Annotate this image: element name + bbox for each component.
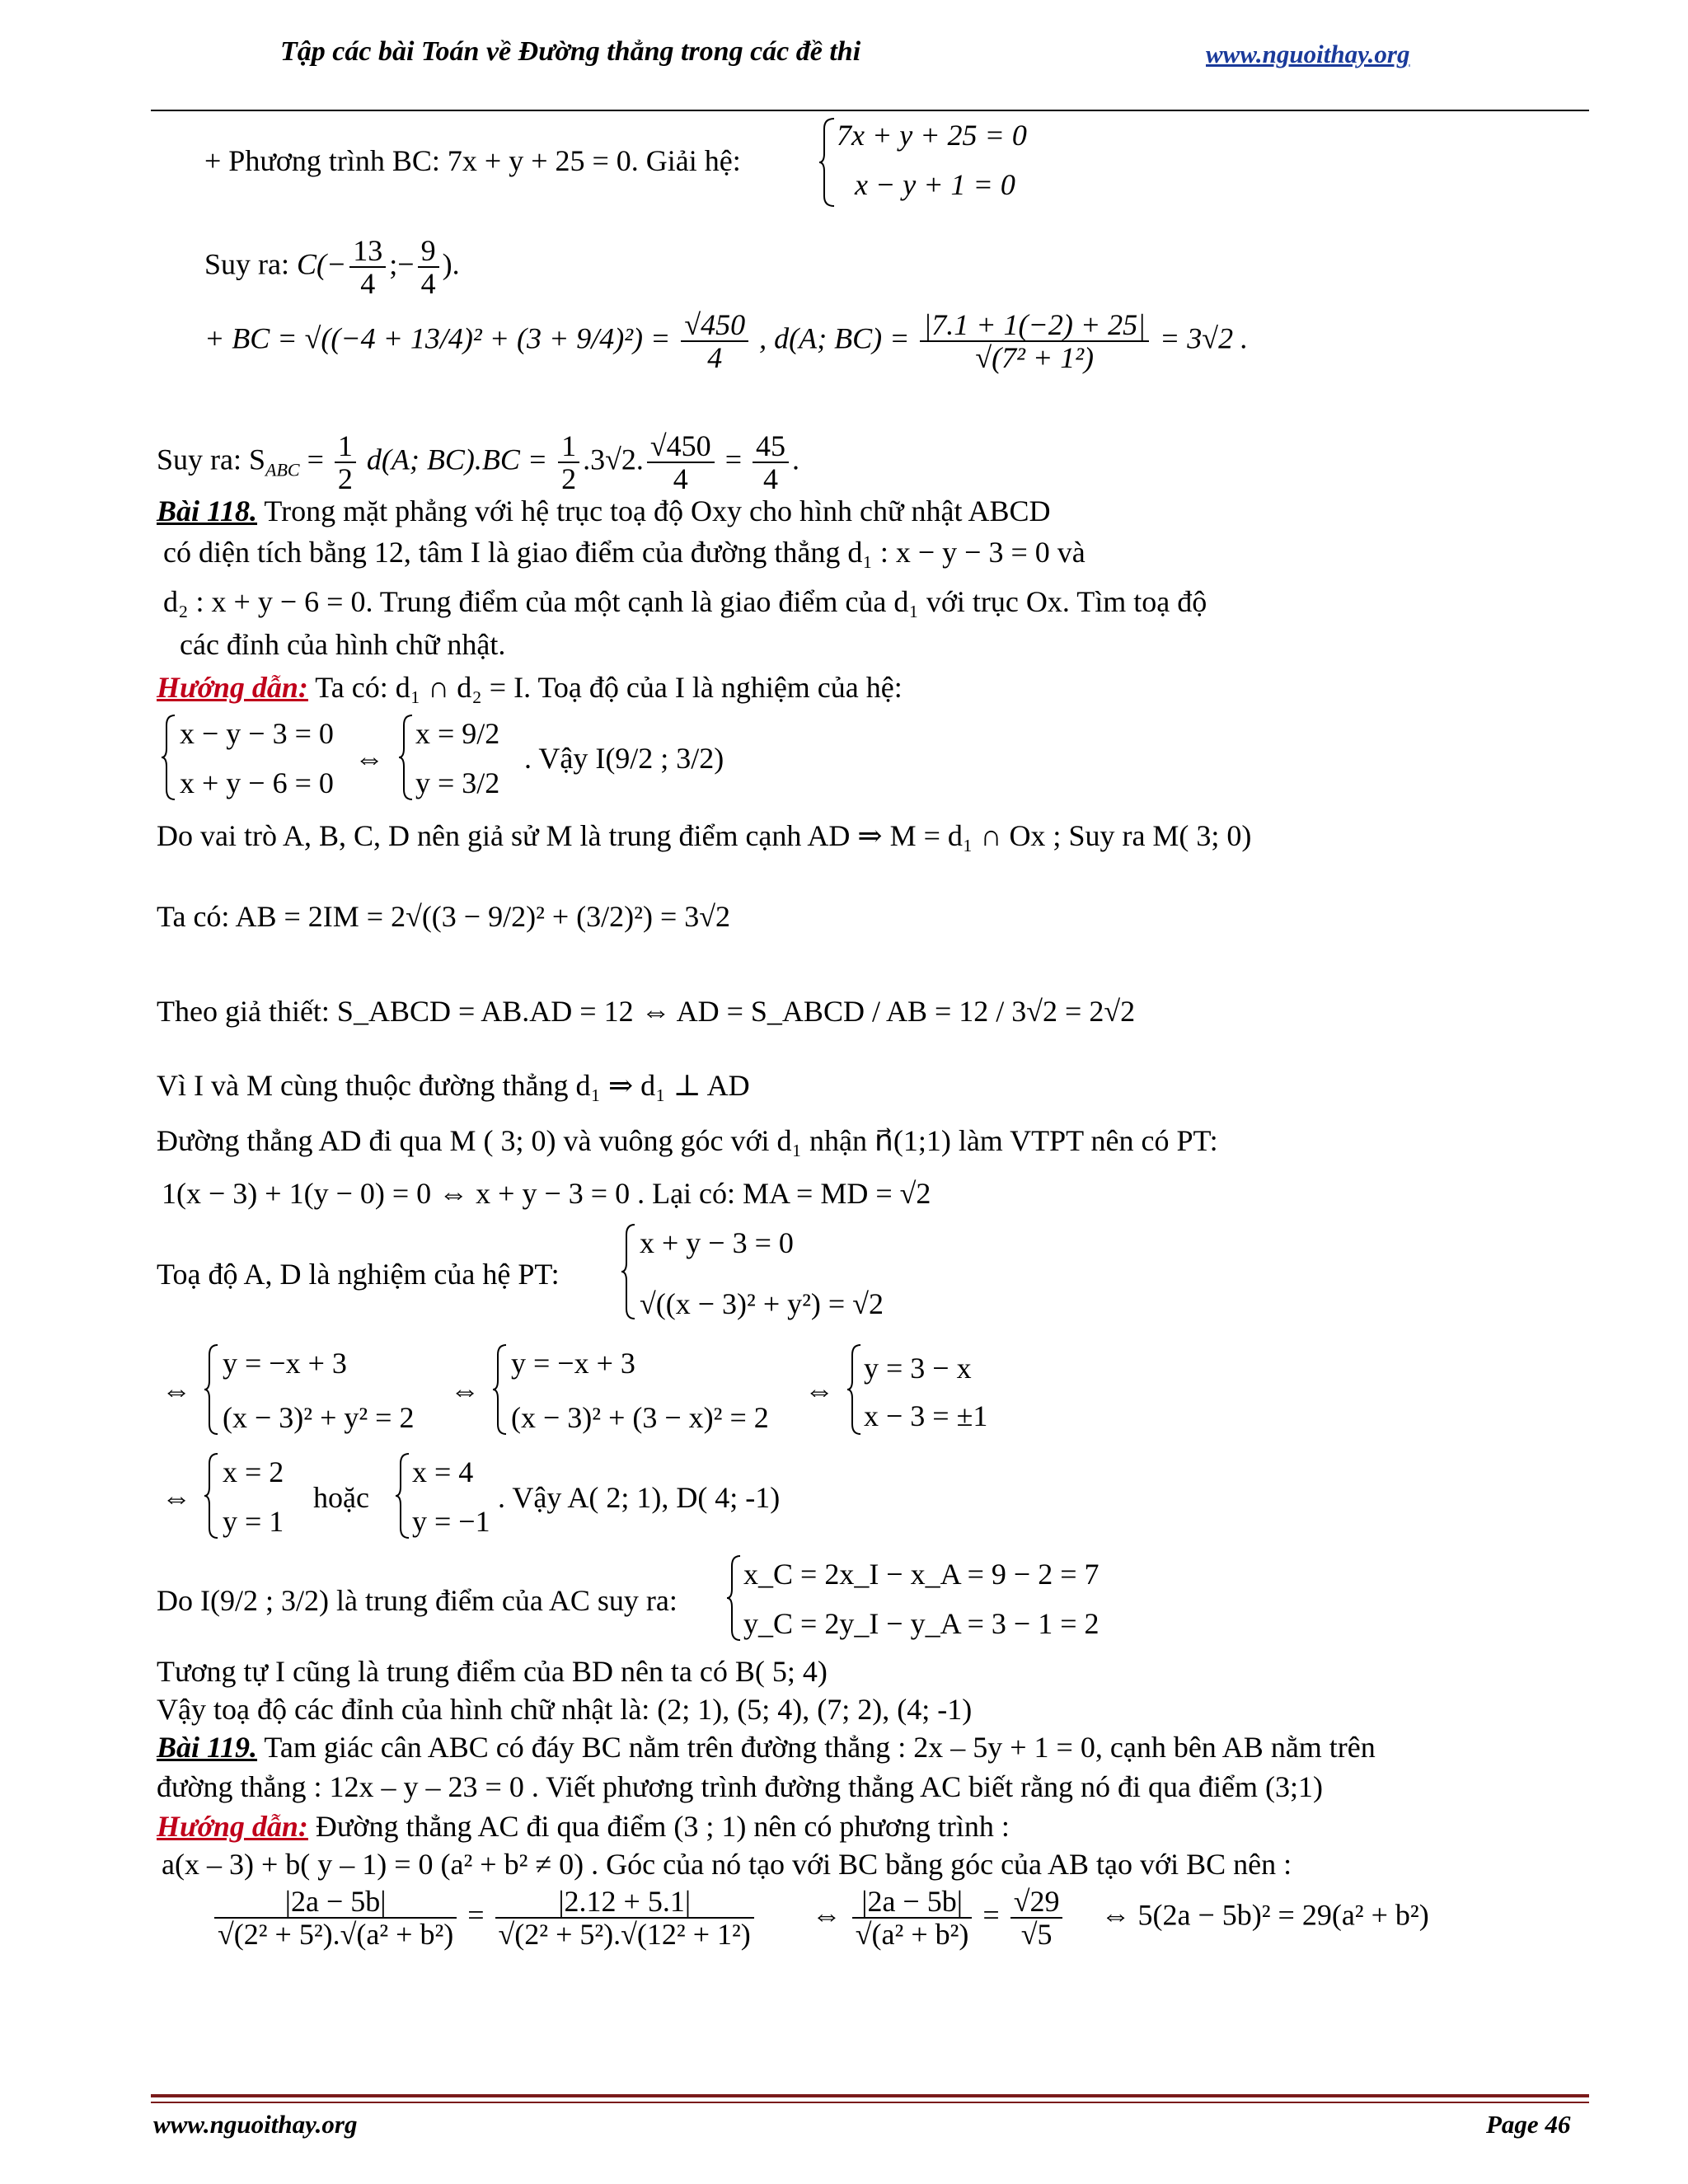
system-a-eq-2: x + y − 6 = 0: [180, 766, 334, 799]
system-brace: [397, 714, 415, 801]
system-e-eq-2: (x − 3)² + (3 − x)² = 2: [511, 1401, 769, 1434]
page-number: Page 46: [1486, 2110, 1571, 2139]
system-c-eq-1: x + y − 3 = 0: [640, 1226, 794, 1259]
system-h-eq-1: x = 4: [412, 1455, 474, 1488]
system-g-eq-1: x = 2: [223, 1455, 284, 1488]
line-theo-gia-thiet: Theo giả thiết: S_ABCD = AB.AD = 12 ⇔ AD = S_ABCD / AB = 12 / 3√2 = 2√2: [157, 995, 1136, 1028]
line-ab-length: Ta có: AB = 2IM = 2√((3 − 9/2)² + (3/2)²) = 3√2: [157, 900, 731, 933]
line-do-vai-tro: Do vai trò A, B, C, D nên giả sử M là trung điểm cạnh AD ⇒ M = d₁ ∩ Ox ; Suy ra M( 3; 0): [157, 819, 1252, 852]
system-brace: [491, 1343, 509, 1436]
system-i-eq-2: y_C = 2y_I − y_A = 3 − 1 = 2: [743, 1607, 1100, 1640]
line-do-i: Do I(9/2 ; 3/2) là trung điểm của AC suy ra:: [157, 1584, 678, 1617]
system-h-eq-2: y = −1: [412, 1505, 490, 1538]
system-eq-2: x − y + 1 = 0: [855, 168, 1015, 201]
problem-119-line-2: đường thẳng : 12x – y – 23 = 0 . Viết phương trình đường thẳng AC biết rằng nó đi qua điểm (3;1): [157, 1770, 1323, 1803]
system-brace: [620, 1223, 638, 1320]
equiv-symbol: ⇔: [162, 1374, 191, 1407]
line-area: Suy ra: $S_{ABC}$ = $\frac{1}{2}$ d(A; BC).BC = $\frac{1}{2}$ .3√2. $\frac{√450}{4}$ = $\frac{45}{4}$ .: [157, 429, 799, 495]
line-vi-i-m: Vì I và M cùng thuộc đường thẳng d₁ ⇒ d₁ ⊥ AD: [157, 1069, 750, 1102]
footer-rule: [151, 2102, 1589, 2103]
header-link[interactable]: www.nguoithay.org: [1206, 40, 1410, 68]
hint-label: Hướng dẫn:: [157, 1810, 308, 1843]
line-axb: a(x – 3) + b( y – 1) = 0 (a² + b² ≠ 0) . Góc của nó tạo với BC bằng góc của AB tạo với BC nên :: [162, 1848, 1292, 1881]
system-brace: [846, 1343, 864, 1436]
system-brace: [818, 117, 837, 208]
system-d-eq-2: (x − 3)² + y² = 2: [223, 1401, 415, 1434]
footer-site[interactable]: www.nguoithay.org: [153, 2110, 358, 2139]
hint-118-line: Hướng dẫn: Ta có: d₁ ∩ d₂ = I. Toạ độ của I là nghiệm của hệ:: [157, 671, 903, 704]
line-toa-do-ad: Toạ độ A, D là nghiệm của hệ PT:: [157, 1258, 560, 1291]
system-c-eq-2: √((x − 3)² + y²) = √2: [640, 1287, 884, 1320]
equiv-symbol: ⇔: [162, 1481, 191, 1514]
line-vay-toa-do: Vậy toạ độ các đỉnh của hình chữ nhật là: (2; 1), (5; 4), (7; 2), (4; -1): [157, 1693, 973, 1726]
line-duong-thang-ad: Đường thẳng AD đi qua M ( 3; 0) và vuông góc với d₁ nhận n⃗(1;1) làm VTPT nên có PT:: [157, 1124, 1218, 1157]
system-g-eq-2: y = 1: [223, 1505, 284, 1538]
line-tuong-tu: Tương tự I cũng là trung điểm của BD nên ta có B( 5; 4): [157, 1655, 828, 1688]
system-f-eq-1: y = 3 − x: [864, 1352, 972, 1385]
system-brace: [203, 1452, 221, 1540]
system-d-eq-1: y = −x + 3: [223, 1347, 347, 1380]
final-equation: $\frac{|2a - 5b|}{\text{√(2² + 5²).√(a² + b²)}}$ = $\frac{|2.12 + 5.1|}{\text{√(2² + 5²).√(12² + 1²)}}$ ⇔ $\frac{|2a - 5b|}{\text{√(a² + b²)}}$ = $\frac{√29}{√5}$ ⇔ 5(2a − 5b)² = 29(a² + b²): [211, 1886, 1429, 1950]
hint-119-line: Hướng dẫn: Đường thẳng AC đi qua điểm (3 ; 1) nên có phương trình :: [157, 1810, 1010, 1843]
system-b-eq-2: y = 3/2: [415, 766, 500, 799]
system-b-eq-1: x = 9/2: [415, 717, 500, 750]
result-i: . Vậy I(9/2 ; 3/2): [524, 742, 724, 775]
equiv-symbol: ⇔: [804, 1374, 834, 1407]
line-point-c: Suy ra: C(− $\frac{13}{4}$ ;− $\frac{9}{4}$ ).: [204, 234, 460, 300]
system-brace: [160, 714, 178, 801]
system-f-eq-2: x − 3 = ±1: [864, 1399, 988, 1432]
system-e-eq-1: y = −x + 3: [511, 1347, 635, 1380]
system-i-eq-1: x_C = 2x_I − x_A = 9 − 2 = 7: [743, 1558, 1100, 1591]
problem-118-line-1: Bài 118. Trong mặt phẳng với hệ trục toạ độ Oxy cho hình chữ nhật ABCD: [157, 494, 1051, 527]
equiv-symbol: ⇔: [354, 742, 384, 775]
equiv-symbol: ⇔: [450, 1374, 480, 1407]
system-brace: [725, 1554, 743, 1642]
system-brace: [203, 1343, 221, 1436]
line-bc-length: + BC = √((−4 + 13/4)² + (3 + 9/4)²) = $\frac{√450}{4}$ , d(A; BC) = $\frac{|7.1 + 1(-2) + 25|}{\text{√(7² + 1²)}}$ = 3√2 .: [204, 308, 1249, 374]
line-bc-equation: + Phương trình BC: 7x + y + 25 = 0. Giải hệ:: [204, 144, 741, 177]
header-title: Tập các bài Toán về Đường thẳng trong các đề thi: [280, 36, 861, 67]
footer-rule: [151, 2094, 1589, 2097]
system-eq-1: 7x + y + 25 = 0: [837, 119, 1027, 152]
problem-118-line-3: d₂ : x + y − 6 = 0. Trung điểm của một cạnh là giao điểm của d₁ với trục Ox. Tìm toạ độ: [163, 585, 1207, 618]
system-brace: [394, 1452, 412, 1540]
line-pt-ad: 1(x − 3) + 1(y − 0) = 0 ⇔ x + y − 3 = 0 . Lại có: MA = MD = √2: [162, 1177, 931, 1210]
header-rule: [151, 110, 1589, 111]
problem-118-line-2: có diện tích bằng 12, tâm I là giao điểm của đường thẳng d₁ : x − y − 3 = 0 và: [163, 536, 1085, 569]
result-a-d: . Vậy A( 2; 1), D( 4; -1): [498, 1481, 781, 1514]
system-a-eq-1: x − y − 3 = 0: [180, 717, 334, 750]
problem-119-line-1: Bài 119. Tam giác cân ABC có đáy BC nằm trên đường thẳng : 2x – 5y + 1 = 0, cạnh bên AB nằm trên: [157, 1731, 1376, 1764]
hint-label: Hướng dẫn:: [157, 671, 308, 704]
problem-118-line-4: các đỉnh của hình chữ nhật.: [180, 628, 506, 661]
or-word: hoặc: [313, 1481, 369, 1514]
